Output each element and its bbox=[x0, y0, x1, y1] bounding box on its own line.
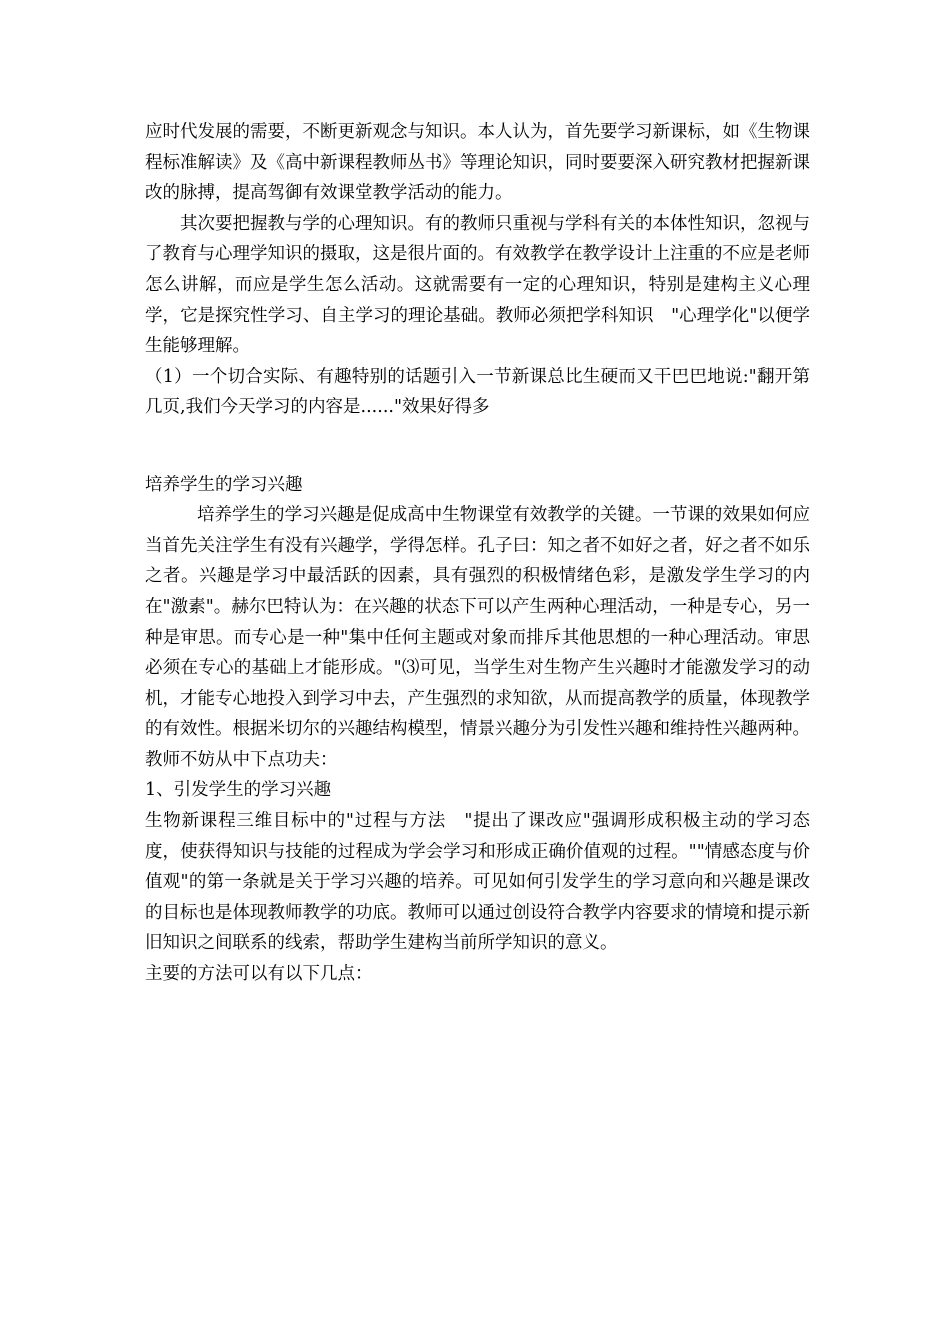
section-heading-interest: 培养学生的学习兴趣 bbox=[145, 474, 303, 495]
paragraph-new-curriculum: 应时代发展的需要，不断更新观念与知识。本人认为，首先要学习新课标，如《生物课程标准解读》及《高中新课程教师丛书》等理论知识，同时要要深入研究教材把握新课改的脉搏，提高驾御有效课堂教学活动的能力。 bbox=[145, 122, 810, 204]
paragraph-methods-intro: 主要的方法可以有以下几点： bbox=[145, 964, 373, 985]
paragraph-psychology: 其次要把握教与学的心理知识。有的教师只重视与学科有关的本体性知识，忽视与了教育与心理学知识的摄取，这是很片面的。有效教学在教学设计上注重的不应是老师怎么讲解，而应是学生怎么活动。这就需要有一定的心理知识，特别是建构主义心理学，它是探究性学习、自主学习的理论基础。教师必须把学科知识 "心理学化"以便学生能够理解。 bbox=[145, 213, 810, 357]
paragraph-interest: 培养学生的学习兴趣是促成高中生物课堂有效教学的关键。一节课的效果如何应当首先关注学生有没有兴趣学，学得怎样。孔子曰：知之者不如好之者，好之者不如乐之者。兴趣是学习中最活跃的因素，具有强烈的积极情绪色彩，是激发学生学习的内在"激素"。赫尔巴特认为：在兴趣的状态下可以产生两种心理活动，一种是专心，另一种是审思。而专心是一种"集中任何主题或对象而排斥其他思想的一种心理活动。审思必须在专心的基础上才能形成。"⑶可见，当学生对生物产生兴趣时才能激发学习的动机，才能专心地投入到学习中去，产生强烈的求知欲，从而提高教学的质量，体现教学的有效性。根据米切尔的兴趣结构模型，情景兴趣分为引发性兴趣和维持性兴趣两种。教师不妨从中下点功夫： bbox=[145, 505, 810, 770]
subsection-heading-inspire: 1、引发学生的学习兴趣 bbox=[145, 780, 332, 801]
document-page bbox=[145, 117, 810, 990]
spacer bbox=[145, 454, 810, 470]
paragraph-example-1: （1）一个切合实际、有趣特别的话题引入一节新课总比生硬而又干巴巴地说:"翻开第几页,我们今天学习的内容是......"效果好得多 bbox=[145, 366, 810, 418]
paragraph-three-goals: 生物新课程三维目标中的"过程与方法 "提出了课改应"强调形成积极主动的学习态度，使获得知识与技能的过程成为学会学习和形成正确价值观的过程。""情感态度与价值观"的第一条就是关于学习兴趣的培养。可见如何引发学生的学习意向和兴趣是课改的目标也是体现教师教学的功底。教师可以通过创设符合教学内容要求的情境和提示新旧知识之间联系的线索，帮助学生建构当前所学知识的意义。 bbox=[145, 811, 810, 954]
blank-line bbox=[145, 423, 810, 454]
